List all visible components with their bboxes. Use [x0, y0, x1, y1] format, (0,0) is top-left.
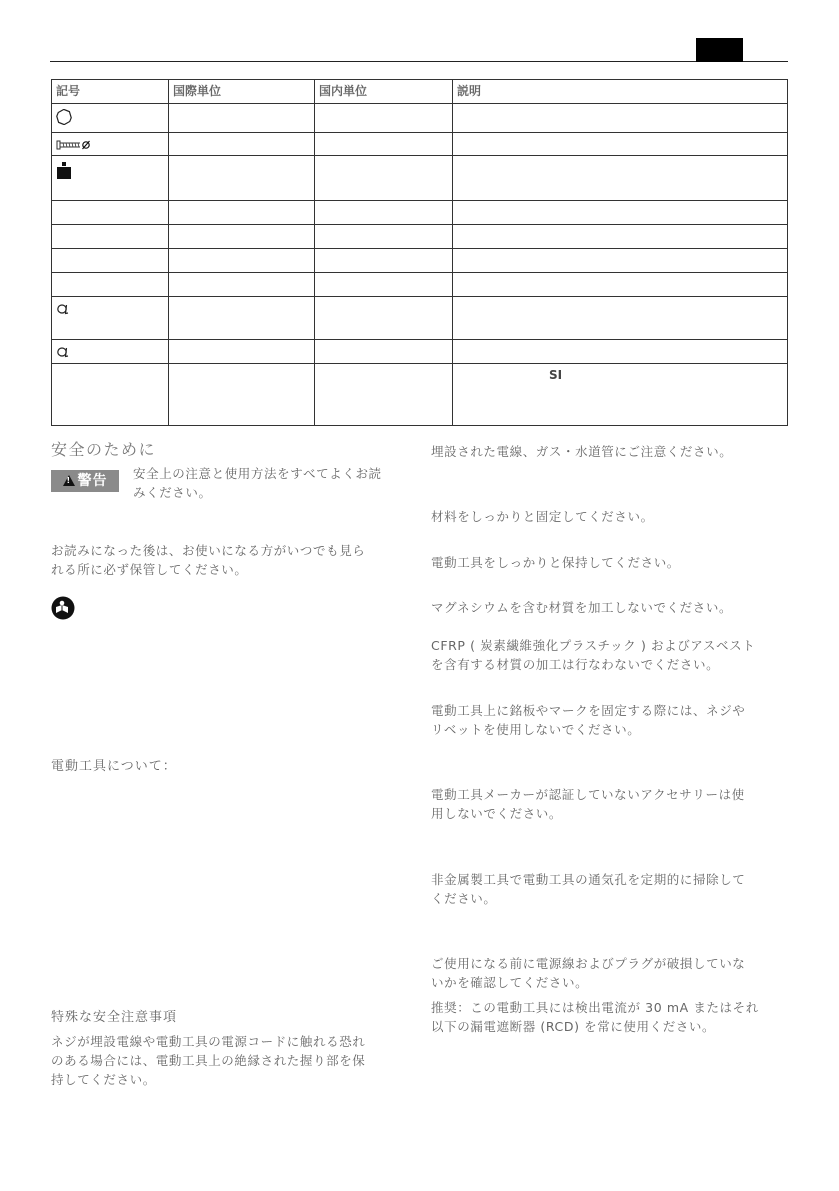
right-column — [431, 0, 791, 1191]
power-tool-heading: 電動工具について： — [51, 759, 177, 774]
left-column — [51, 0, 411, 1191]
safety-item-vents: 非金属製工具で電動工具の通気孔を定期的に掃除して ください。 — [431, 872, 746, 906]
warning-text: 安全上の注意と使用方法をすべてよくお読 みください。 — [133, 466, 382, 500]
safety-item-power-cord: ご使用になる前に電源線およびプラグが破損していな いかを確認してください。 — [431, 956, 746, 990]
keep-manual-text: お読みになった後は、お使いになる方がいつでも見ら れる所に必ず保管してください。 — [51, 543, 366, 577]
section-heading-safety: 安全のために — [51, 440, 157, 459]
col-header-domestic-unit: 国内単位 — [315, 80, 453, 104]
safety-item-nameplate: 電動工具上に銘板やマークを固定する際には、ネジや リベットを使用しないでください。 — [431, 703, 746, 737]
warning-triangle-icon — [63, 475, 75, 486]
safety-item-hold-tool: 電動工具をしっかりと保持してください。 — [431, 555, 680, 570]
read-manual-icon — [51, 596, 75, 620]
safety-item-rcd: 推奨：この電動工具には検出電流が 30 mA またはそれ 以下の漏電遮断器 (RCD) を常に使用ください。 — [431, 1000, 759, 1034]
col-header-international-unit: 国際単位 — [169, 80, 315, 104]
warning-badge: !警告 — [51, 470, 119, 492]
si-note: SI — [453, 364, 788, 426]
safety-item-accessories: 電動工具メーカーが認証していないアクセサリーは使 用しないでください。 — [431, 787, 745, 821]
col-header-description: 説明 — [453, 80, 788, 104]
special-safety-heading: 特殊な安全注意事項 — [51, 1010, 178, 1025]
col-header-symbol: 記号 — [52, 80, 169, 104]
safety-item-magnesium: マグネシウムを含む材質を加工しないでください。 — [431, 600, 733, 615]
special-safety-text: ネジが埋設電線や電動工具の電源コードに触れる恐れ のある場合には、電動工具上の絶縁された握り部を保 持してください。 — [51, 1034, 366, 1087]
safety-item-secure-material: 材料をしっかりと固定してください。 — [431, 509, 654, 524]
safety-item-cfrp: CFRP ( 炭素繊維強化プラスチック ) およびアスベスト を含有する材質の加工は行なわないでください。 — [431, 638, 756, 672]
safety-item-buried-lines: 埋設された電線、ガス・水道管にご注意ください。 — [431, 444, 733, 459]
